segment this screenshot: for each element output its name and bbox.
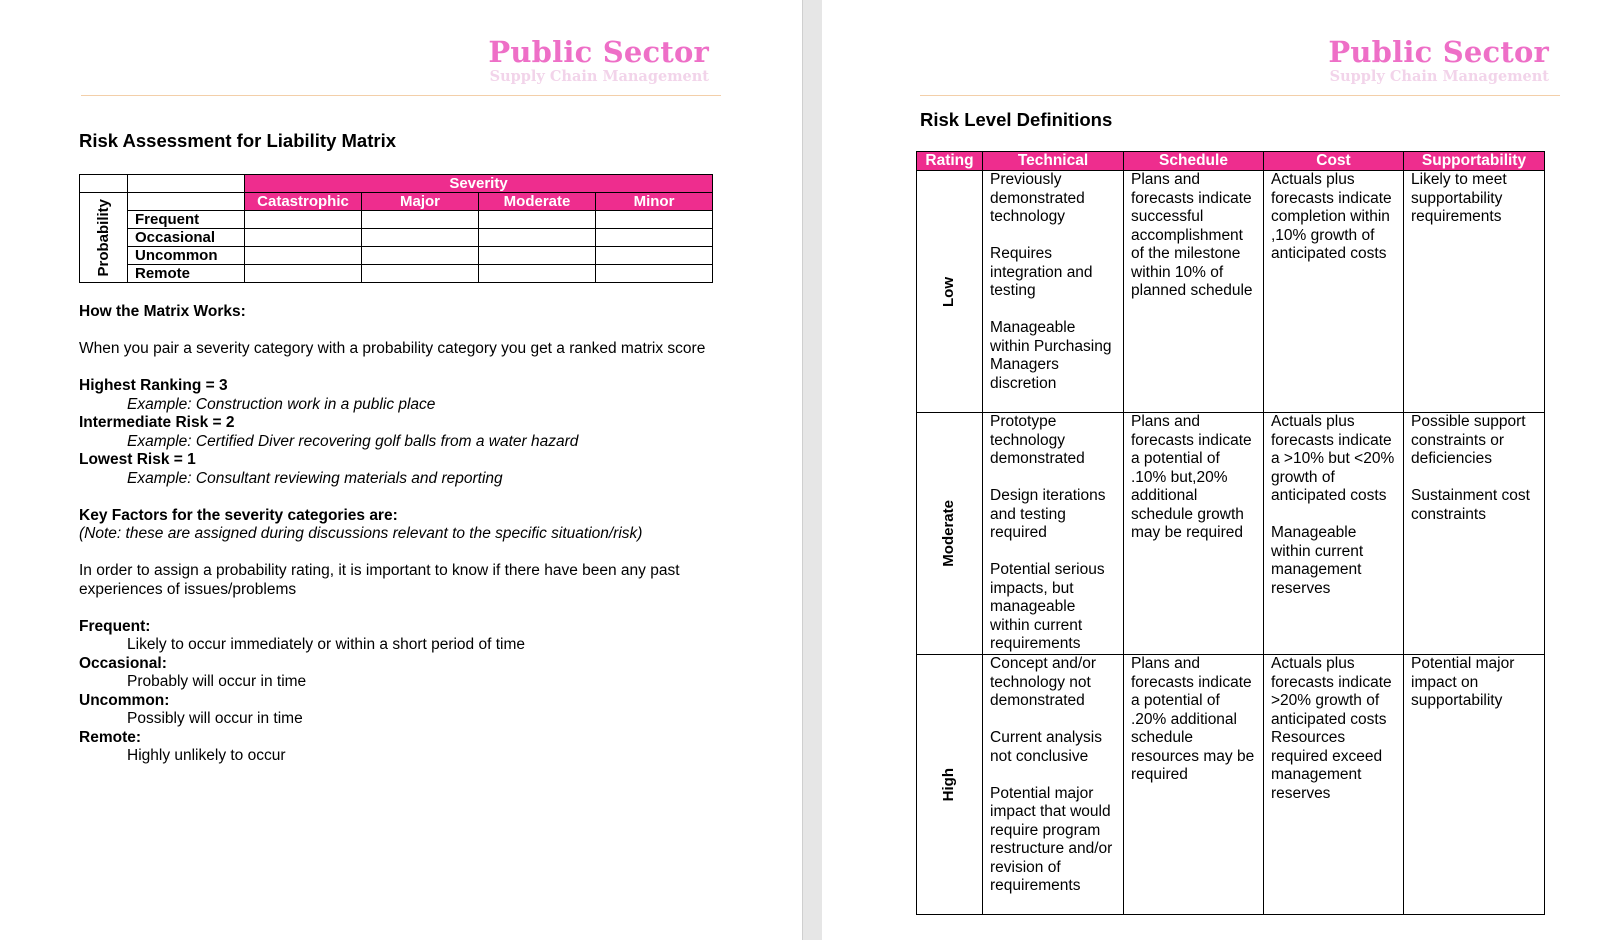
rating-label: Low: [940, 276, 958, 307]
definition-desc: Highly unlikely to occur: [127, 747, 286, 764]
risk-level-table: [916, 151, 1545, 915]
brand-title: Public Sector: [1328, 35, 1549, 69]
key-factors-note: (Note: these are assigned during discussions relevant to the specific situation/risk): [79, 525, 643, 542]
matrix-row: [80, 265, 713, 283]
cell-text: Actuals plus forecasts indicate completion within ,10% growth of anticipated costs: [1271, 171, 1392, 262]
matrix-corner: [80, 175, 128, 193]
cell-text: Potential major impact that would require program restructure and/or revision of requirements: [990, 784, 1113, 894]
matrix-cell: [596, 247, 713, 265]
rating-cell: [917, 413, 983, 655]
matrix-cell: [362, 229, 479, 247]
definition-term: Remote:: [79, 728, 142, 746]
schedule-cell: [1124, 413, 1264, 655]
cost-cell: [1264, 655, 1404, 915]
cell-text: Design iterations and testing required: [990, 487, 1106, 541]
probability-row-label: Remote: [128, 265, 245, 283]
col-header-technical: Technical: [983, 152, 1124, 171]
definition-desc: Possibly will occur in time: [127, 710, 303, 727]
matrix-heading: Risk Assessment for Liability Matrix: [79, 130, 397, 151]
matrix-blank: [128, 193, 245, 211]
matrix-explanation: [79, 303, 719, 766]
severity-column-header: Minor: [596, 193, 713, 211]
matrix-cell: [362, 211, 479, 229]
col-header-rating: Rating: [917, 152, 983, 171]
cell-text: Plans and forecasts indicate a potential of .20% additional schedule resources may be required: [1131, 655, 1255, 783]
severity-column-header: Moderate: [479, 193, 596, 211]
brand-subtitle: Supply Chain Management: [489, 68, 709, 85]
cell-text: Plans and forecasts indicate a potential of .10% but,20% additional schedule growth may be required: [1131, 413, 1252, 541]
brand-header-left: [400, 36, 709, 86]
cell-text: Plans and forecasts indicate successful accomplishment of the milestone within 10% of planned schedule: [1131, 171, 1253, 299]
technical-cell: [983, 171, 1124, 413]
cell-text: Possible support constraints or deficiencies: [1411, 413, 1526, 467]
matrix-cell: [596, 211, 713, 229]
matrix-row: [80, 211, 713, 229]
liability-matrix: [79, 174, 713, 283]
cell-text: Sustainment cost constraints: [1411, 487, 1530, 523]
supportability-cell: [1404, 413, 1545, 655]
probability-label-cell: [80, 193, 128, 283]
matrix-cell: [479, 247, 596, 265]
cell-text: Previously demonstrated technology: [990, 171, 1085, 225]
definitions-heading: Risk Level Definitions: [920, 109, 1113, 130]
cost-cell: [1264, 171, 1404, 413]
ranking-example: Example: Construction work in a public place: [127, 395, 436, 413]
cell-text: Potential serious impacts, but manageable within current requirements: [990, 561, 1105, 652]
matrix-cell: [245, 265, 362, 283]
header-rule: [81, 95, 721, 96]
ranking-label: Highest Ranking = 3: [79, 377, 228, 394]
ranking-label: Intermediate Risk = 2: [79, 414, 235, 431]
rating-label: Moderate: [940, 500, 958, 567]
matrix-cell: [479, 211, 596, 229]
matrix-cell: [362, 265, 479, 283]
severity-column-header: Catastrophic: [245, 193, 362, 211]
rating-cell: [917, 655, 983, 915]
cell-text: Potential major impact on supportability: [1411, 655, 1515, 709]
definition-term: Occasional:: [79, 654, 167, 672]
definition-term: Uncommon:: [79, 691, 170, 709]
key-factors-title: Key Factors for the severity categories are:: [79, 506, 398, 524]
risk-row-low: [917, 171, 1545, 413]
supportability-cell: [1404, 655, 1545, 915]
page-gutter: [802, 0, 822, 940]
schedule-cell: [1124, 171, 1264, 413]
ranking-example: Example: Consultant reviewing materials and reporting: [127, 469, 503, 487]
technical-cell: [983, 413, 1124, 655]
definition-term: Frequent:: [79, 617, 151, 635]
severity-header: Severity: [245, 175, 713, 193]
col-header-cost: Cost: [1264, 152, 1404, 171]
cell-text: Likely to meet supportability requirements: [1411, 171, 1507, 225]
col-header-supportability: Supportability: [1404, 152, 1545, 171]
matrix-cell: [245, 229, 362, 247]
cell-text: Requires integration and testing: [990, 245, 1093, 299]
ranking-label: Lowest Risk = 1: [79, 451, 196, 468]
matrix-row: [80, 247, 713, 265]
schedule-cell: [1124, 655, 1264, 915]
cell-text: Manageable within Purchasing Managers discretion: [990, 319, 1112, 392]
cell-text: Actuals plus forecasts indicate >20% growth of anticipated costs Resources required exceed management reserves: [1271, 655, 1392, 802]
severity-column-header: Major: [362, 193, 479, 211]
matrix-cell: [479, 265, 596, 283]
ranking-example: Example: Certified Diver recovering golf balls from a water hazard: [127, 432, 579, 450]
probability-text: In order to assign a probability rating, it is important to know if there have been any past experiences of issues/problems: [79, 562, 680, 598]
col-header-schedule: Schedule: [1124, 152, 1264, 171]
matrix-cell: [479, 229, 596, 247]
cell-text: Actuals plus forecasts indicate a >10% but <20% growth of anticipated costs: [1271, 413, 1395, 504]
matrix-cell: [245, 211, 362, 229]
risk-row-moderate: [917, 413, 1545, 655]
cell-text: Current analysis not conclusive: [990, 729, 1102, 765]
matrix-cell: [596, 229, 713, 247]
rating-cell: [917, 171, 983, 413]
cost-cell: [1264, 413, 1404, 655]
probability-row-label: Occasional: [128, 229, 245, 247]
how-text: When you pair a severity category with a probability category you get a ranked matrix score: [79, 340, 706, 357]
cell-text: Prototype technology demonstrated: [990, 413, 1085, 467]
brand-header-right: [1240, 36, 1549, 86]
page-divider: [802, 0, 803, 940]
how-title: How the Matrix Works:: [79, 303, 246, 320]
matrix-cell: [596, 265, 713, 283]
header-rule: [920, 95, 1560, 96]
cell-text: Concept and/or technology not demonstrated: [990, 655, 1096, 709]
supportability-cell: [1404, 171, 1545, 413]
definition-desc: Likely to occur immediately or within a short period of time: [127, 636, 525, 653]
probability-row-label: Uncommon: [128, 247, 245, 265]
risk-row-high: [917, 655, 1545, 915]
definition-desc: Probably will occur in time: [127, 673, 307, 690]
probability-row-label: Frequent: [128, 211, 245, 229]
brand-subtitle: Supply Chain Management: [1329, 68, 1549, 85]
probability-label: Probability: [95, 198, 112, 277]
brand-title: Public Sector: [488, 35, 709, 69]
matrix-cell: [362, 247, 479, 265]
matrix-cell: [245, 247, 362, 265]
rating-label: High: [940, 767, 958, 802]
matrix-row: [80, 229, 713, 247]
matrix-corner: [128, 175, 245, 193]
technical-cell: [983, 655, 1124, 915]
cell-text: Manageable within current management reserves: [1271, 524, 1364, 597]
